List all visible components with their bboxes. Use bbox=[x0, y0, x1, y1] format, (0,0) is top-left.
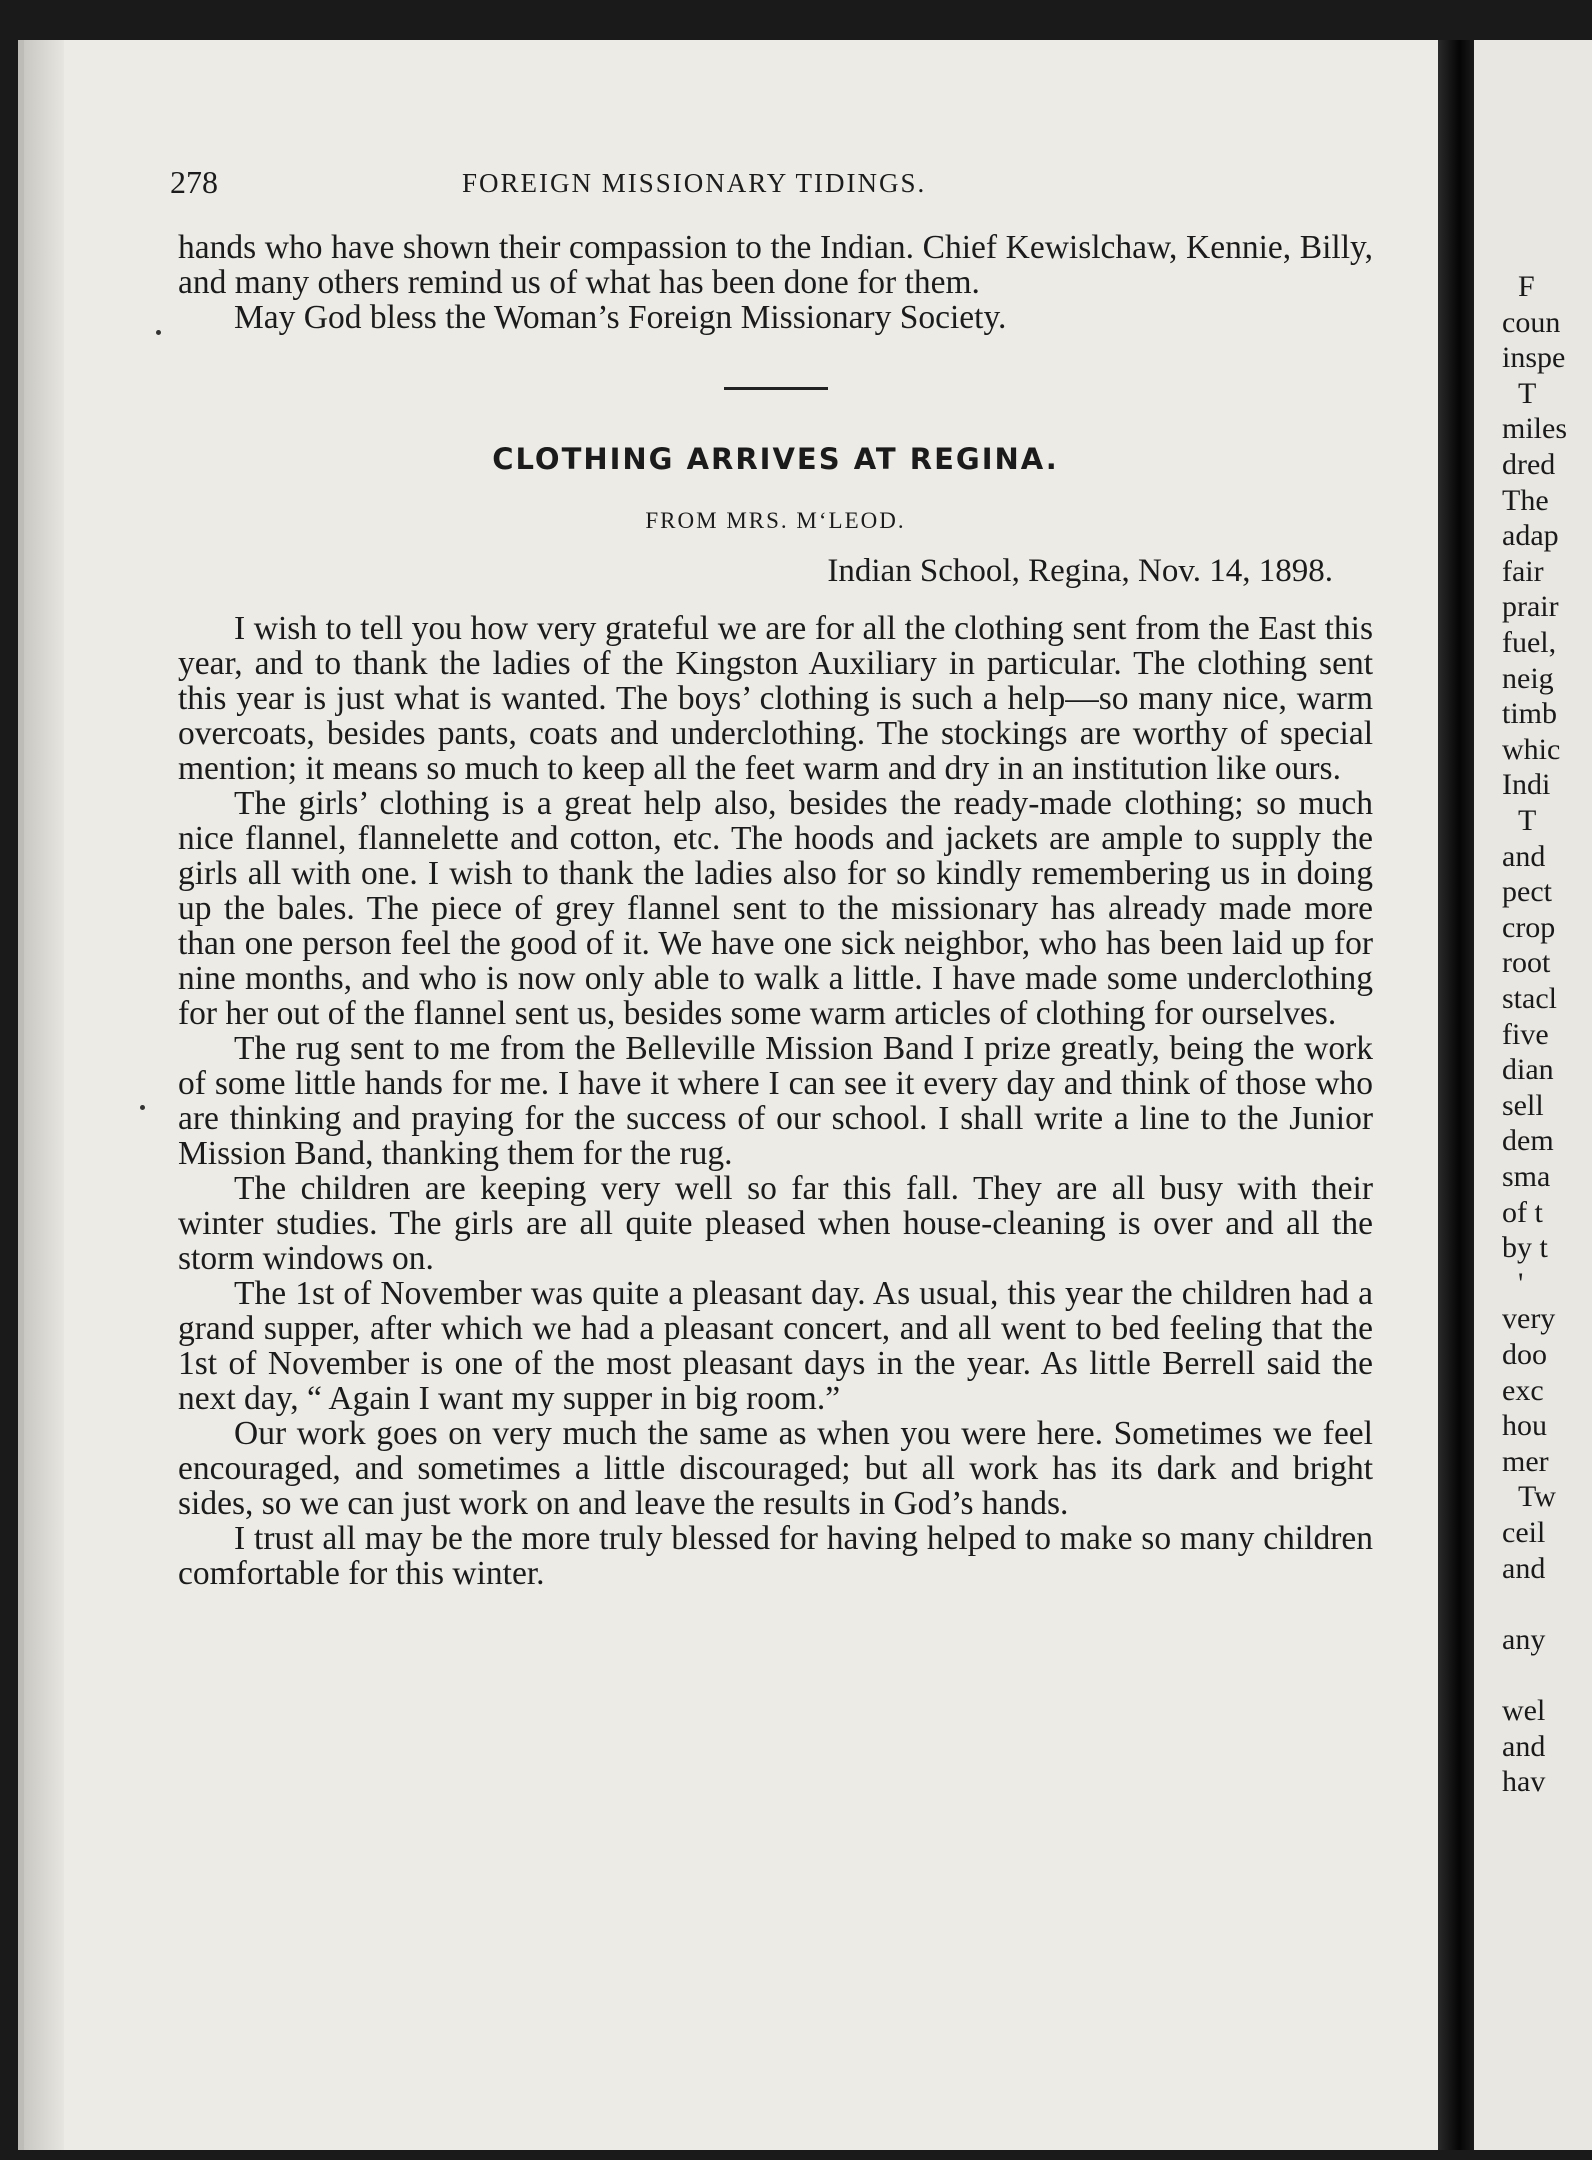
article-byline: FROM MRS. M‘LEOD. bbox=[645, 508, 906, 533]
facing-page-fragment: mer bbox=[1502, 1444, 1549, 1478]
facing-page-fragment: whic bbox=[1502, 732, 1561, 766]
article-paragraph: I trust all may be the more truly blessed for having helped to make so many children comfortable for this winter. bbox=[178, 1520, 1373, 1592]
running-title: FOREIGN MISSIONARY TIDINGS. bbox=[462, 168, 927, 198]
margin-speck bbox=[140, 1105, 145, 1110]
book-gutter bbox=[1438, 40, 1474, 2150]
facing-page-fragment: sell bbox=[1502, 1088, 1544, 1122]
facing-page-fragment: The bbox=[1502, 483, 1549, 517]
facing-page-fragment: dred bbox=[1502, 448, 1556, 481]
facing-page-fragment: dian bbox=[1502, 1053, 1554, 1087]
facing-page-fragment: doo bbox=[1502, 1338, 1547, 1371]
facing-page-fragment: crop bbox=[1502, 910, 1556, 944]
facing-page bbox=[1474, 40, 1592, 2150]
facing-page-fragment: T bbox=[1518, 804, 1537, 837]
facing-page-fragment: Indi bbox=[1502, 768, 1551, 802]
facing-page-fragment: timb bbox=[1502, 697, 1558, 731]
facing-page-fragment: fair bbox=[1502, 554, 1544, 588]
page-content bbox=[178, 230, 1373, 1591]
facing-page-fragment: ceil bbox=[1502, 1516, 1546, 1549]
article-paragraph: The 1st of November was quite a pleasant day. As usual, this year the children had a grand supper, after which we had a pleasant concert, and all went to bed feeling that the 1st of November is one of the most pleasant days in the year. As little Berrell said the next day, “ Again I want my supper in big room.” bbox=[178, 1275, 1373, 1417]
facing-page-fragment: by t bbox=[1502, 1231, 1548, 1265]
facing-page-fragment: neig bbox=[1502, 661, 1554, 695]
page-edge-shadow bbox=[24, 40, 64, 2150]
facing-page-fragment: wel bbox=[1502, 1694, 1546, 1727]
facing-page-fragment: hou bbox=[1502, 1409, 1547, 1443]
facing-page-fragment: inspe bbox=[1502, 341, 1566, 375]
article-paragraph: The girls’ clothing is a great help also, besides the ready-made clothing; so much nice flannel, flannelette and cotton, etc. The hoods and jackets are ample to supply the girls all with one. I wish to thank the ladies also for so kindly remembering us in doing up the bales. The piece of grey flannel sent to the missionary has already made more than one person feel the good of it. We have one sick neighbor, who has been laid up for nine months, and who is now only able to walk a little. I have made some underclothing for her out of the flannel sent us, besides some warm articles of clothing for ourselves. bbox=[178, 785, 1373, 1032]
facing-page-fragment: stacl bbox=[1502, 982, 1557, 1015]
page-header bbox=[170, 164, 1380, 204]
facing-page-fragment: Tw bbox=[1518, 1480, 1556, 1514]
article-paragraph: The rug sent to me from the Belleville Mission Band I prize greatly, being the work of some little hands for me. I have it where I can see it every day and think of those who are thinking and praying for the success of our school. I shall write a line to the Junior Mission Band, thanking them for the rug. bbox=[178, 1030, 1373, 1172]
section-divider bbox=[724, 387, 828, 390]
facing-page-fragment: any bbox=[1502, 1622, 1546, 1656]
facing-page-fragment: adap bbox=[1502, 519, 1559, 553]
facing-page-fragment: root bbox=[1502, 946, 1551, 980]
margin-speck bbox=[156, 330, 161, 335]
facing-page-fragment: hav bbox=[1502, 1765, 1546, 1799]
facing-page-fragment: and bbox=[1502, 1729, 1546, 1763]
facing-page-fragment: and bbox=[1502, 839, 1546, 873]
facing-page-fragment: and bbox=[1502, 1551, 1546, 1585]
continuation-paragraph: hands who have shown their compassion to the Indian. Chief Kewislchaw, Kennie, Billy, and many others remind us of what has been done for them. bbox=[178, 229, 1373, 301]
facing-page-fragment: dem bbox=[1502, 1124, 1554, 1158]
facing-page-fragment: pect bbox=[1502, 875, 1552, 909]
article-dateline: Indian School, Regina, Nov. 14, 1898. bbox=[827, 553, 1333, 589]
facing-page-fragment: F bbox=[1518, 270, 1535, 303]
article-title: CLOTHING ARRIVES AT REGINA. bbox=[492, 442, 1059, 476]
facing-page-fragment: of t bbox=[1502, 1195, 1543, 1229]
facing-page-fragment: ' bbox=[1518, 1266, 1524, 1300]
article-paragraph: Our work goes on very much the same as when you were here. Sometimes we feel encouraged, and sometimes a little discouraged; but all work has its dark and bright sides, so we can just work on and leave the results in God’s hands. bbox=[178, 1415, 1373, 1522]
facing-page-fragment: five bbox=[1502, 1017, 1549, 1051]
page-number: 278 bbox=[170, 164, 218, 200]
article-paragraph: I wish to tell you how very grateful we are for all the clothing sent from the East this year, and to thank the ladies of the Kingston Auxiliary in particular. The clothing sent this year is just what is wanted. The boys’ clothing is such a help—so many nice, warm overcoats, besides pants, coats and underclothing. The stockings are worthy of special mention; it means so much to keep all the feet warm and dry in an institution like ours. bbox=[178, 610, 1373, 787]
article-paragraph: The children are keeping very well so far this fall. They are all busy with their winter studies. The girls are all quite pleased when house-cleaning is over and all the storm windows on. bbox=[178, 1170, 1373, 1277]
facing-page-fragment: exc bbox=[1502, 1373, 1544, 1407]
closing-blessing: May God bless the Woman’s Foreign Missionary Society. bbox=[234, 299, 1007, 336]
facing-page-fragment: coun bbox=[1502, 305, 1561, 339]
facing-page-fragment: very bbox=[1502, 1302, 1556, 1336]
facing-page-fragment: T bbox=[1518, 376, 1537, 410]
facing-page-fragment: sma bbox=[1502, 1160, 1551, 1193]
facing-page-fragment: miles bbox=[1502, 412, 1567, 446]
facing-page-fragment: prair bbox=[1502, 590, 1559, 624]
facing-page-fragment: fuel, bbox=[1502, 626, 1557, 659]
